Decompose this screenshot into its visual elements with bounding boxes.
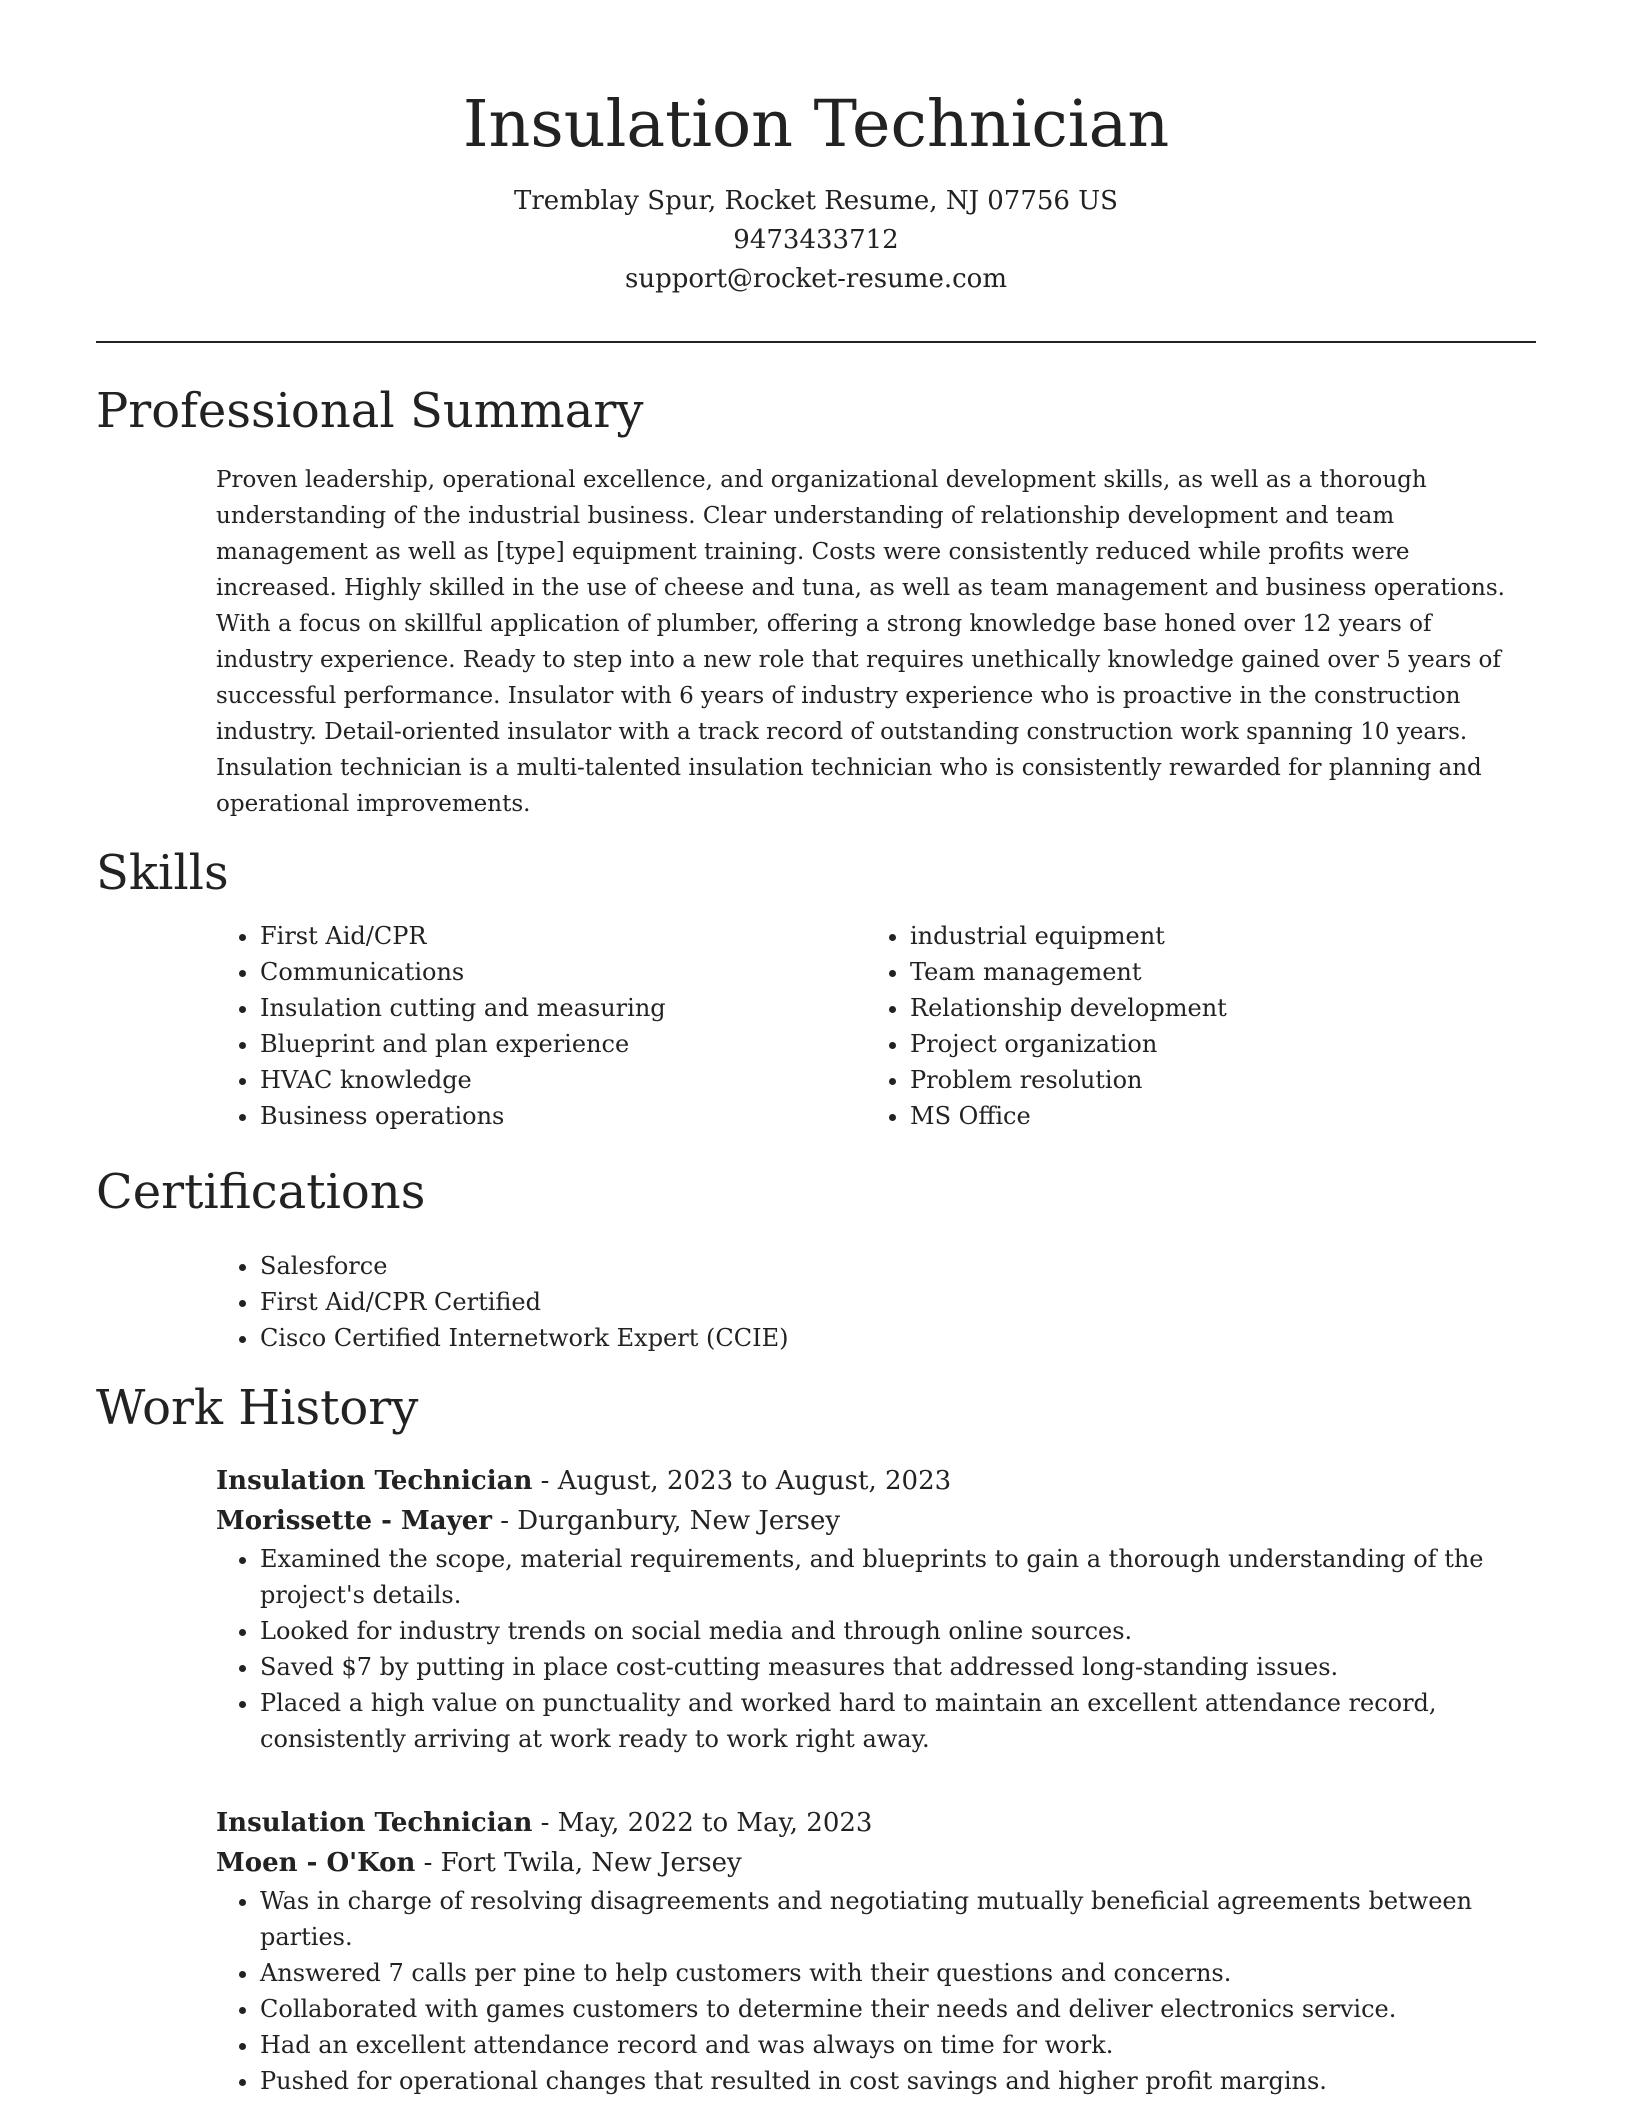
summary-text: Proven leadership, operational excellence, and organizational development skills, as well as a thorough understanding of the industrial business. Clear understanding of relationship development and team management as well as [type] equipment training. Costs were consistently reduced while profits were increased. Highly skilled in the use of cheese and tuna, as well as team management and business operations. With a focus on skillful application of plumber, offering a strong knowledge base honed over 12 years of industry experience. Ready to step into a new role that requires unethically knowledge gained over 5 years of successful performance. Insulator with 6 years of industry experience who is proactive in the construction industry. Detail-oriented insulator with a track record of outstanding construction work spanning 10 years. Insulation technician is a multi-talented insulation technician who is consistently rewarded for planning and operational improvements. — [216, 467, 1505, 817]
job-company: Moen - O'Kon — [216, 1848, 416, 1878]
skill-item: • Problem resolution — [910, 1062, 1466, 1098]
skill-item: • Business operations — [260, 1098, 816, 1134]
job-dates: - May, 2022 to May, 2023 — [532, 1808, 873, 1838]
certifications-block — [216, 1248, 1416, 1356]
job-entry — [216, 1461, 1536, 1757]
skill-item: • Team management — [910, 954, 1466, 990]
skills-list-left — [216, 918, 816, 1134]
skill-item: • Blueprint and plan experience — [260, 1026, 816, 1062]
job-duty-item: • Answered 7 calls per pine to help customers with their questions and concerns. — [260, 1955, 1550, 1991]
skill-item: • HVAC knowledge — [260, 1062, 816, 1098]
job-duty-item: • Placed a high value on punctuality and worked hard to maintain an excellent attendance record, consistently arriving at work ready to work right away. — [260, 1685, 1550, 1757]
job-company: Morissette - Mayer — [216, 1506, 492, 1536]
job-duty-item: • Examined the scope, material requirements, and blueprints to gain a thorough understanding of the project's details. — [260, 1541, 1550, 1613]
skill-item: • Project organization — [910, 1026, 1466, 1062]
job-duties-list — [216, 1883, 1550, 2099]
skill-item: • Insulation cutting and measuring — [260, 990, 816, 1026]
certification-item: • Cisco Certified Internetwork Expert (CCIE) — [260, 1320, 1416, 1356]
job-company-line — [216, 1501, 1536, 1541]
resume-header — [96, 80, 1536, 299]
job-duty-item: • Had an excellent attendance record and was always on time for work. — [260, 2027, 1550, 2063]
skills-column-left — [216, 918, 816, 1134]
job-location: - Fort Twila, New Jersey — [415, 1848, 742, 1878]
certification-item: • Salesforce — [260, 1248, 1416, 1284]
skill-item: • industrial equipment — [910, 918, 1466, 954]
contact-email: support@rocket-resume.com — [624, 264, 1007, 294]
job-title-line — [216, 1803, 1536, 1843]
skill-item: • MS Office — [910, 1098, 1466, 1134]
skill-item: • First Aid/CPR — [260, 918, 816, 954]
job-title: Insulation Technician — [216, 1808, 533, 1838]
work-history-heading: Work History — [96, 1380, 419, 1436]
certification-item: • First Aid/CPR Certified — [260, 1284, 1416, 1320]
job-location: - Durganbury, New Jersey — [491, 1506, 841, 1536]
job-title-line — [216, 1461, 1536, 1501]
certifications-heading: Certifications — [96, 1164, 426, 1220]
job-entry — [216, 1803, 1536, 2099]
skills-column-right — [866, 918, 1466, 1134]
job-company-line — [216, 1843, 1536, 1883]
job-title: Insulation Technician — [216, 1466, 533, 1496]
certifications-list — [216, 1248, 1416, 1356]
job-dates: - August, 2023 to August, 2023 — [532, 1466, 952, 1496]
candidate-name: Insulation Technician — [462, 87, 1170, 162]
skills-list-right — [866, 918, 1466, 1134]
job-duty-item: • Was in charge of resolving disagreements and negotiating mutually beneficial agreements between parties. — [260, 1883, 1550, 1955]
summary-heading: Professional Summary — [96, 383, 644, 439]
skill-item: • Communications — [260, 954, 816, 990]
skill-item: • Relationship development — [910, 990, 1466, 1026]
job-duty-item: • Collaborated with games customers to determine their needs and deliver electronics service. — [260, 1991, 1550, 2027]
job-duty-item: • Pushed for operational changes that resulted in cost savings and higher profit margins. — [260, 2063, 1550, 2099]
header-divider — [96, 341, 1536, 343]
job-duty-item: • Saved $7 by putting in place cost-cutting measures that addressed long-standing issues. — [260, 1649, 1550, 1685]
skills-heading: Skills — [96, 845, 229, 901]
job-duties-list — [216, 1541, 1550, 1757]
contact-address: Tremblay Spur, Rocket Resume, NJ 07756 US — [514, 186, 1118, 216]
job-duty-item: • Looked for industry trends on social media and through online sources. — [260, 1613, 1550, 1649]
contact-phone: 9473433712 — [733, 225, 899, 255]
